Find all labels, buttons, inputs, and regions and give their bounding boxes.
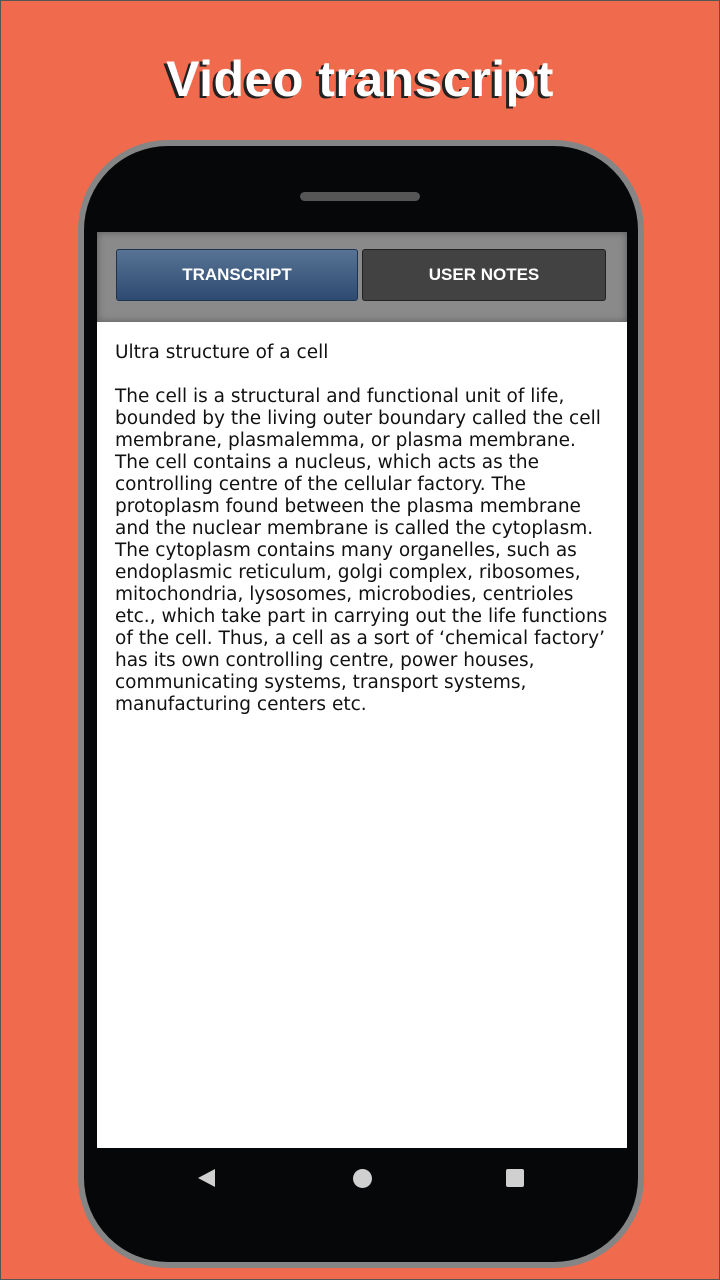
transcript-title: Ultra structure of a cell (115, 342, 329, 363)
phone-speaker (300, 192, 420, 201)
tab-bar (97, 232, 627, 322)
transcript-line: endoplasmic reticulum, golgi complex, ribosomes, (115, 562, 581, 583)
transcript-line: bounded by the living outer boundary called the cell (115, 408, 601, 429)
tab-transcript[interactable]: TRANSCRIPT (116, 249, 358, 301)
android-nav-bar (97, 1148, 627, 1210)
transcript-body (115, 386, 609, 716)
transcript-line: communicating systems, transport systems, (115, 672, 527, 693)
transcript-content (97, 322, 627, 716)
transcript-line: has its own controlling centre, power houses, (115, 650, 535, 671)
transcript-line: controlling centre of the cellular factory. The (115, 474, 526, 495)
transcript-line: and the nuclear membrane is called the cytoplasm. (115, 518, 594, 539)
back-icon[interactable] (198, 1169, 215, 1187)
tab-user-notes[interactable]: USER NOTES (362, 249, 606, 301)
app-screen (97, 232, 627, 1148)
transcript-line: of the cell. Thus, a cell as a sort of ‘chemical factory’ (115, 628, 605, 649)
promo-headline: Video transcript (166, 51, 554, 107)
transcript-line: protoplasm found between the plasma membrane (115, 496, 581, 517)
transcript-line: The cytoplasm contains many organelles, such as (115, 540, 577, 561)
recent-apps-icon[interactable] (506, 1169, 524, 1187)
transcript-line: The cell contains a nucleus, which acts as the (115, 452, 539, 473)
home-icon[interactable] (353, 1169, 372, 1188)
transcript-line: mitochondria, lysosomes, microbodies, centrioles (115, 584, 574, 605)
transcript-line: The cell is a structural and functional unit of life, (115, 386, 565, 407)
transcript-line: etc., which take part in carrying out the life functions (115, 606, 608, 627)
transcript-line: manufacturing centers etc. (115, 694, 367, 715)
transcript-line: membrane, plasmalemma, or plasma membrane. (115, 430, 576, 451)
